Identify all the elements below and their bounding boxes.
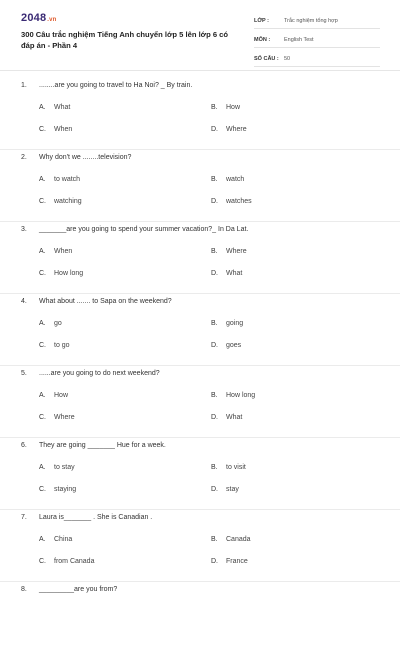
meta-value: 50 [284,56,291,62]
question-prompt: What about ....... to Sapa on the weekend? [39,298,172,305]
option-text: from Canada [54,558,95,565]
answer-option[interactable] [39,126,72,133]
option-letter: D. [211,486,218,493]
option-text: Canada [226,536,251,543]
option-letter: B. [211,248,218,255]
option-text: How [54,392,69,399]
option-letter: D. [211,558,218,565]
answer-option[interactable] [211,414,242,421]
option-letter: D. [211,342,218,349]
meta-row-class [254,14,380,29]
option-letter: B. [211,464,218,471]
option-letter: A. [39,104,46,111]
question-list [0,78,400,654]
option-text: When [54,126,73,133]
answer-option[interactable] [39,414,75,421]
answer-option[interactable] [211,198,252,205]
option-letter: C. [39,558,46,565]
option-text: stay [226,486,239,493]
answer-option[interactable] [211,248,247,255]
answer-option[interactable] [39,486,76,493]
answer-option[interactable] [211,104,240,111]
meta-value: English Test [284,37,314,43]
answer-option[interactable] [211,464,246,471]
option-text: to stay [54,464,75,471]
answer-option[interactable] [39,536,72,543]
option-text: Where [226,248,247,255]
question-number: 8. [21,586,27,593]
answer-option[interactable] [39,342,70,349]
option-letter: C. [39,198,46,205]
option-letter: A. [39,320,46,327]
logo-text: 2048 [21,12,47,24]
question-prompt: ........are you going to travel to Ha Noi? _ By train. [39,82,193,89]
answer-option[interactable] [211,126,247,133]
meta-info [254,14,380,71]
answer-option[interactable] [211,270,242,277]
answer-option[interactable] [211,176,244,183]
question-number: 5. [21,370,27,377]
option-letter: B. [211,104,218,111]
option-letter: C. [39,270,46,277]
option-letter: B. [211,176,218,183]
question-prompt: Why don't we ........television? [39,154,132,161]
answer-option[interactable] [211,486,239,493]
page-title: 300 Câu trắc nghiệm Tiếng Anh chuyển lớp 5 lên lớp 6 có đáp án - Phần 4 [21,30,229,50]
answer-option[interactable] [39,198,82,205]
option-letter: B. [211,536,218,543]
answer-option[interactable] [211,320,243,327]
answer-option[interactable] [39,392,68,399]
option-text: France [226,558,248,565]
option-letter: C. [39,126,46,133]
question-number: 4. [21,298,27,305]
option-text: to visit [226,464,246,471]
header-divider [0,70,400,71]
question-item [0,510,400,582]
question-item [0,366,400,438]
page-header [0,0,400,70]
option-text: staying [54,486,77,493]
option-letter: A. [39,248,46,255]
option-letter: B. [211,392,218,399]
question-prompt: _________are you from? [39,586,118,593]
meta-label: SỐ CÂU : [254,56,279,62]
question-text [21,298,172,305]
site-logo[interactable] [21,12,57,24]
option-text: watching [54,198,82,205]
question-text [21,82,192,89]
question-prompt: ......are you going to do next weekend? [39,370,160,377]
answer-option[interactable] [211,342,241,349]
option-text: China [54,536,73,543]
question-item [0,150,400,222]
answer-option[interactable] [39,320,62,327]
question-number: 1. [21,82,27,89]
option-letter: C. [39,342,46,349]
question-text [21,442,166,449]
option-letter: A. [39,176,46,183]
answer-option[interactable] [39,464,75,471]
question-text [21,514,152,521]
option-text: What [226,414,243,421]
option-letter: B. [211,320,218,327]
answer-option[interactable] [211,536,251,543]
question-item [0,582,400,654]
option-text: Where [226,126,247,133]
question-number: 6. [21,442,27,449]
answer-option[interactable] [211,558,248,565]
option-text: What [226,270,243,277]
option-letter: A. [39,536,46,543]
option-text: to go [54,342,70,349]
option-text: watches [226,198,252,205]
option-letter: D. [211,198,218,205]
option-text: How long [226,392,256,399]
question-text [21,586,117,593]
meta-value: Trắc nghiệm tổng hợp [284,18,338,24]
answer-option[interactable] [39,248,72,255]
question-item [0,294,400,366]
answer-option[interactable] [39,558,94,565]
option-letter: D. [211,270,218,277]
answer-option[interactable] [39,176,80,183]
meta-row-subject [254,33,380,48]
question-prompt: Laura is_______ . She is Canadian . [39,514,153,521]
option-text: go [54,320,62,327]
meta-label: MÔN : [254,37,271,43]
answer-option[interactable] [39,270,83,277]
meta-row-count [254,52,380,67]
option-letter: C. [39,486,46,493]
question-prompt: They are going _______ Hue for a week. [39,442,166,449]
option-text: How long [54,270,84,277]
question-number: 2. [21,154,27,161]
option-letter: D. [211,126,218,133]
logo-ext: .vn [47,17,57,23]
question-text [21,154,131,161]
option-text: When [54,248,73,255]
option-text: goes [226,342,242,349]
question-text [21,370,160,377]
option-text: to watch [54,176,81,183]
option-letter: A. [39,464,46,471]
question-number: 3. [21,226,27,233]
option-text: What [54,104,71,111]
question-item [0,438,400,510]
question-item [0,222,400,294]
option-letter: A. [39,392,46,399]
question-prompt: _______are you going to spend your summer vacation?_ In Da Lat. [39,226,249,233]
option-text: watch [226,176,245,183]
question-text [21,226,248,233]
option-text: How [226,104,241,111]
answer-option[interactable] [39,104,70,111]
option-letter: D. [211,414,218,421]
option-text: Where [54,414,75,421]
option-letter: C. [39,414,46,421]
question-item [0,78,400,150]
option-text: going [226,320,244,327]
answer-option[interactable] [211,392,255,399]
question-number: 7. [21,514,27,521]
meta-label: LỚP : [254,18,269,24]
